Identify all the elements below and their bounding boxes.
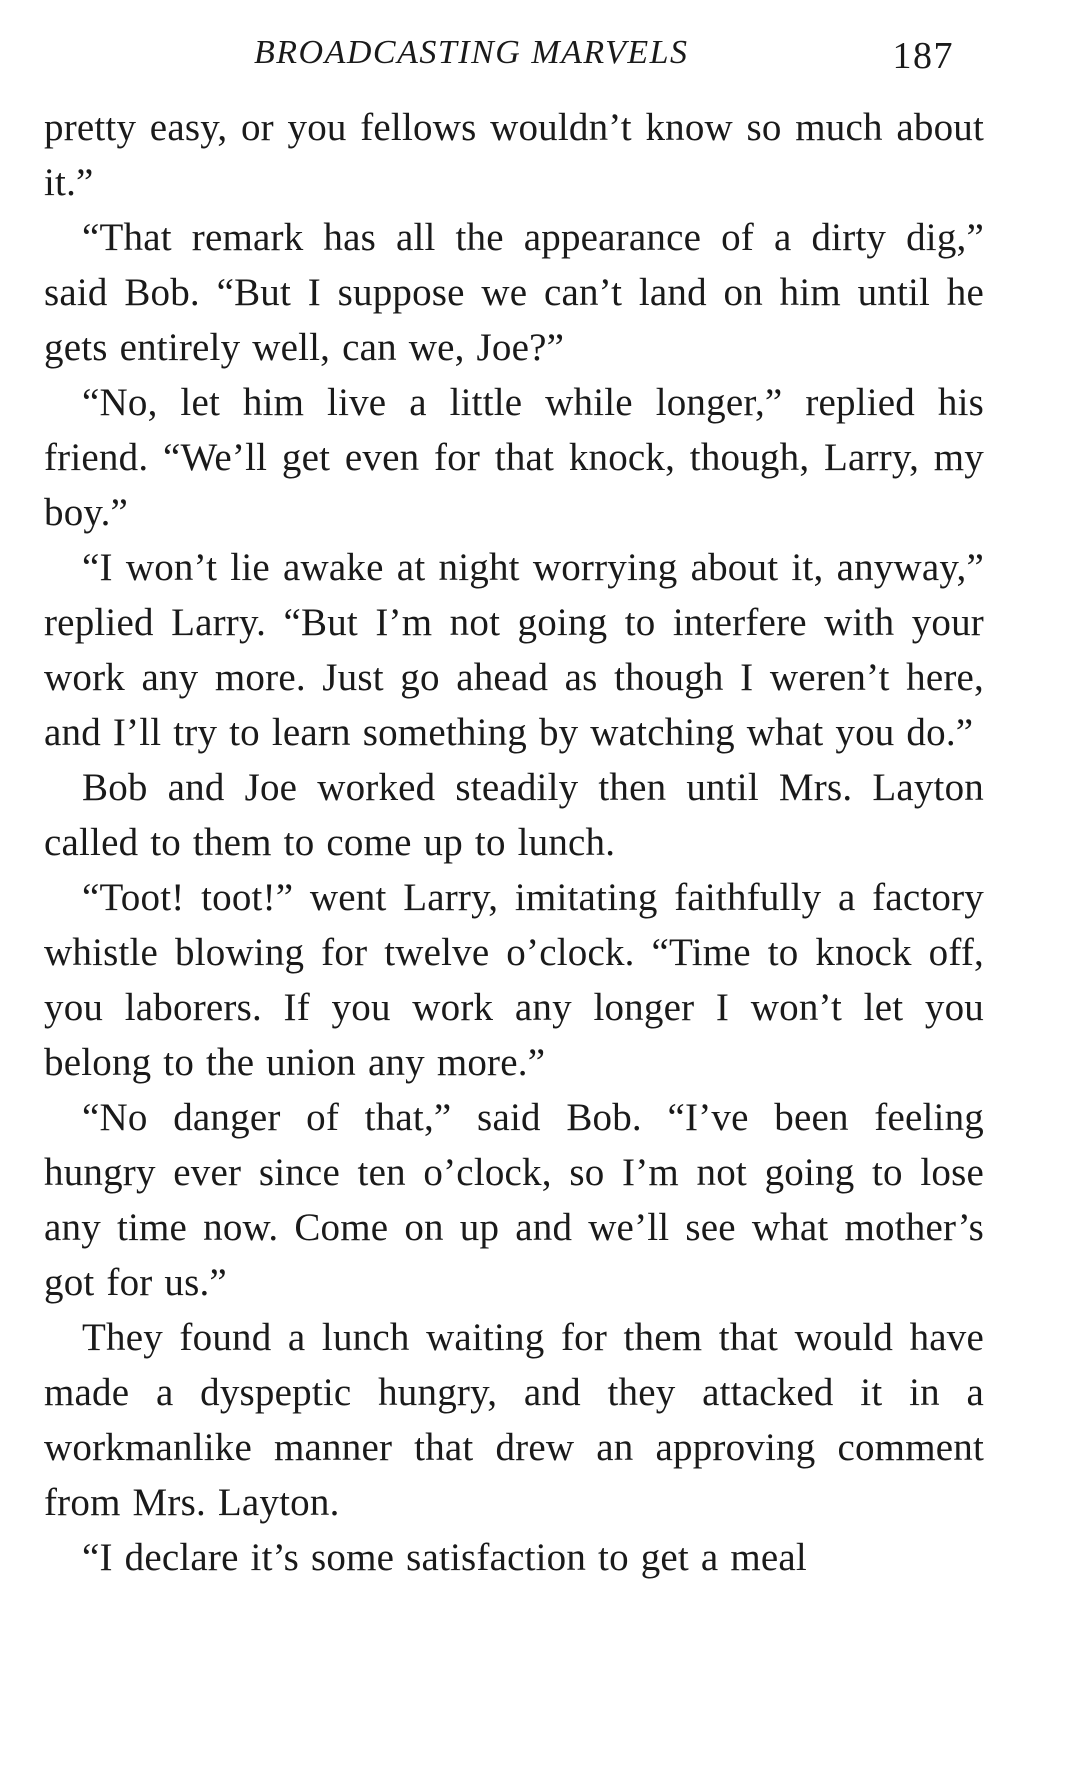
paragraph: “Toot! toot!” went Larry, imitating faithfully a factory whistle blowing for twelve o’clock. “Time to knock off, you laborers. If you work any longer I won’t let you belong to the union any more.” [44,876,984,1084]
paragraph: “No, let him live a little while longer,” replied his friend. “We’ll get even for that knock, though, Larry, my boy.” [44,381,984,534]
running-head [44,28,984,82]
running-title: BROADCASTING MARVELS [254,34,689,71]
paragraph: “That remark has all the appearance of a dirty dig,” said Bob. “But I suppose we can’t land on him until he gets entirely well, can we, Joe?” [44,216,984,369]
paragraph-continued: pretty easy, or you fellows wouldn’t know so much about it.” [44,106,984,204]
page-number: 187 [892,35,954,77]
paragraph: “I won’t lie awake at night worrying about it, anyway,” replied Larry. “But I’m not going to interfere with your work any more. Just go ahead as though I weren’t here, and I’ll try to learn something by watching what you do.” [44,546,984,754]
paragraph-continues: “I declare it’s some satisfaction to get a meal [82,1536,807,1579]
paragraph: They found a lunch waiting for them that would have made a dyspeptic hungry, and they attacked it in a workmanlike manner that drew an approving comment from Mrs. Layton. [44,1316,984,1524]
book-page [44,28,984,1585]
paragraph: “No danger of that,” said Bob. “I’ve been feeling hungry ever since ten o’clock, so I’m not going to lose any time now. Come on up and we’ll see what mother’s got for us.” [44,1096,984,1304]
body-text [44,100,984,1585]
paragraph: Bob and Joe worked steadily then until Mrs. Layton called to them to come up to lunch. [44,766,984,864]
